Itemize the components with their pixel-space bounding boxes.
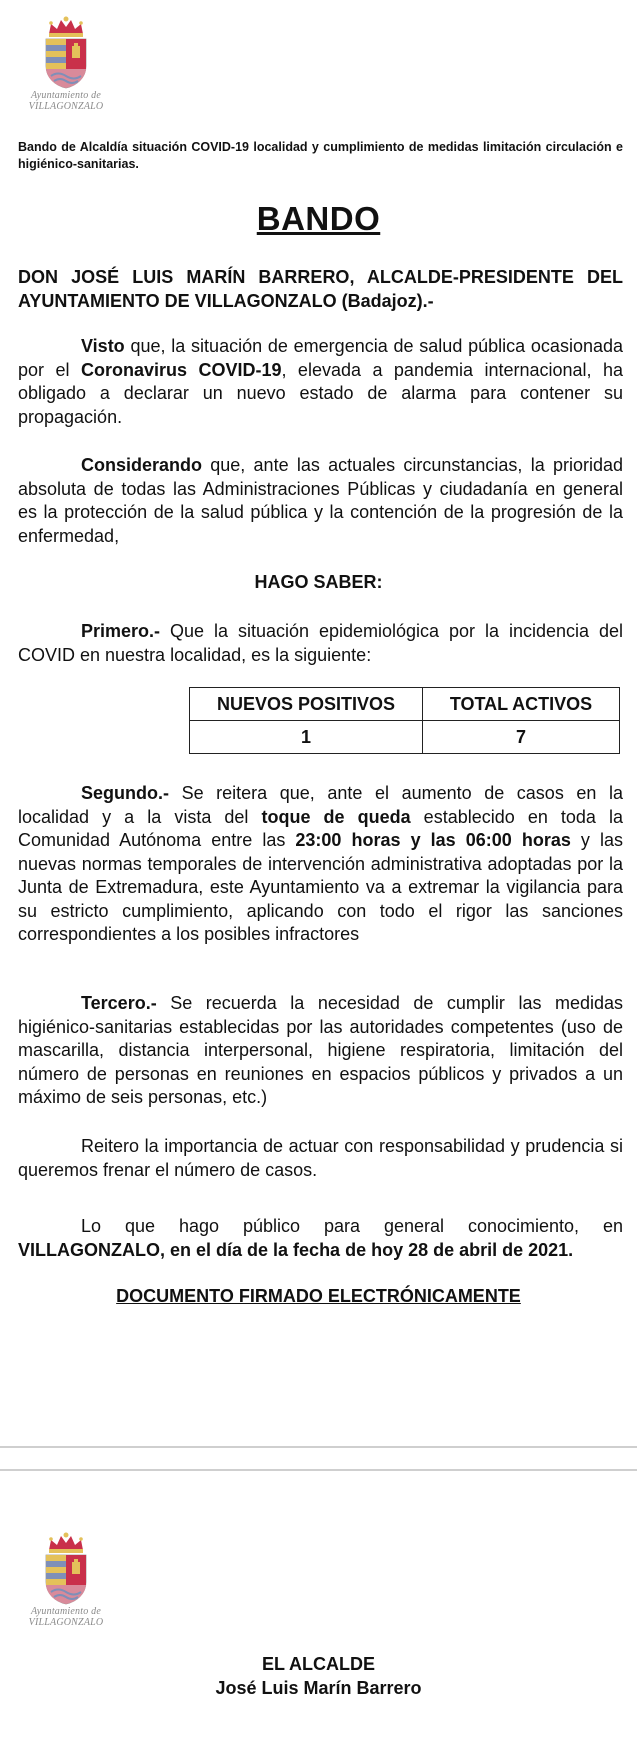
logo-caption-line1: Ayuntamiento de xyxy=(31,90,101,101)
page-separator-bottom xyxy=(0,1469,637,1471)
header-total-active: TOTAL ACTIVOS xyxy=(423,688,620,721)
logo-caption-line2: VILLAGONZALO xyxy=(28,1617,104,1628)
tercero-text: Se recuerda la necesidad de cumplir las medidas higiénico-sanitarias establecidas por las autoridades competentes (uso de mascarilla, distancia interpersonal, higiene respiratoria, limitación del número de personas en reuniones en espacios públicos y privados a un máximo de seis personas, etc.) xyxy=(18,993,623,1107)
paragraph-closing xyxy=(18,1215,623,1262)
primero-text: Que la situación epidemiológica por la incidencia del COVID en nuestra localidad, es la siguiente: xyxy=(18,621,623,665)
visto-text-1: que, la situación de emergencia de salud pública ocasionada por el xyxy=(18,336,623,380)
paragraph-segundo xyxy=(18,782,623,947)
mayor-heading xyxy=(18,266,623,313)
considerando-label: Considerando xyxy=(81,455,203,475)
paragraph-considerando xyxy=(18,454,623,548)
logo-caption-line2: VILLAGONZALO xyxy=(28,101,104,112)
visto-covid: Coronavirus COVID-19 xyxy=(80,359,282,380)
logo-caption-line1: Ayuntamiento de xyxy=(31,1606,101,1617)
reitero-text: Reitero la importancia de actuar con responsabilidad y prudencia si queremos frenar el número de casos. xyxy=(18,1136,623,1180)
visto-text-2: , elevada a pandemia internacional, ha obligado a declarar un nuevo estado de alarma para contener su propagación. xyxy=(18,359,623,427)
visto-label: Visto xyxy=(81,336,125,356)
paragraph-tercero xyxy=(18,992,623,1110)
signature-role: EL ALCALDE xyxy=(261,1654,375,1674)
segundo-label: Segundo.- xyxy=(81,783,169,803)
tercero-label: Tercero.- xyxy=(81,993,157,1013)
page-separator-top xyxy=(0,1446,637,1448)
cases-table-header-row xyxy=(190,688,620,721)
considerando-text: que, ante las actuales circunstancias, la prioridad absoluta de todas las Administraciones Públicas y ciudadanía en general es la protección de la salud pública y la contención de la progresión de la enfermedad, xyxy=(18,455,623,546)
coat-of-arms-icon xyxy=(41,1530,91,1606)
signed-electronically: DOCUMENTO FIRMADO ELECTRÓNICAMENTE xyxy=(116,1286,521,1306)
value-total-active: 7 xyxy=(423,721,620,754)
hago-saber-heading: HAGO SABER: xyxy=(254,572,383,592)
document-subject: Bando de Alcaldía situación COVID-19 localidad y cumplimiento de medidas limitación circulación e higiénico-sanitarias. xyxy=(18,140,623,171)
header-new-positives: NUEVOS POSITIVOS xyxy=(190,688,423,721)
segundo-hours: 23:00 horas y las 06:00 horas xyxy=(295,830,571,850)
signature-name: José Luis Marín Barrero xyxy=(215,1678,422,1698)
value-new-positives: 1 xyxy=(190,721,423,754)
municipal-crest-logo xyxy=(20,14,112,112)
segundo-text-1: Se reitera que, ante el aumento de casos en la localidad y a la vista del xyxy=(18,783,623,827)
primero-label: Primero.- xyxy=(81,621,161,641)
cases-table xyxy=(189,687,620,754)
segundo-text-3: y las nuevas normas temporales de intervención administrativa adoptadas por la Junta de Extremadura, este Ayuntamiento va a extremar la vigilancia para su estricto cumplimiento, aplicando con todo el rigor las sanciones correspondientes a los posibles infractores xyxy=(18,830,623,944)
municipal-crest-logo-footer xyxy=(20,1530,112,1628)
coat-of-arms-icon xyxy=(41,14,91,90)
segundo-text-2: establecido en toda la Comunidad Autónoma entre las xyxy=(18,806,624,850)
closing-text: Lo que hago público para general conocimiento, en xyxy=(81,1216,623,1236)
document-title: BANDO xyxy=(256,200,381,237)
closing-town: VILLAGONZALO xyxy=(18,1239,160,1260)
segundo-curfew: toque de queda xyxy=(261,806,411,827)
cases-table-row xyxy=(190,721,620,754)
mayor-heading-text: DON JOSÉ LUIS MARÍN BARRERO, ALCALDE-PRESIDENTE DEL AYUNTAMIENTO DE VILLAGONZALO (Badajoz).- xyxy=(18,267,623,311)
closing-date: , en el día de la fecha de hoy 28 de abril de 2021. xyxy=(160,1239,574,1260)
paragraph-primero xyxy=(18,620,623,667)
paragraph-reitero xyxy=(18,1135,623,1182)
paragraph-visto xyxy=(18,335,623,429)
